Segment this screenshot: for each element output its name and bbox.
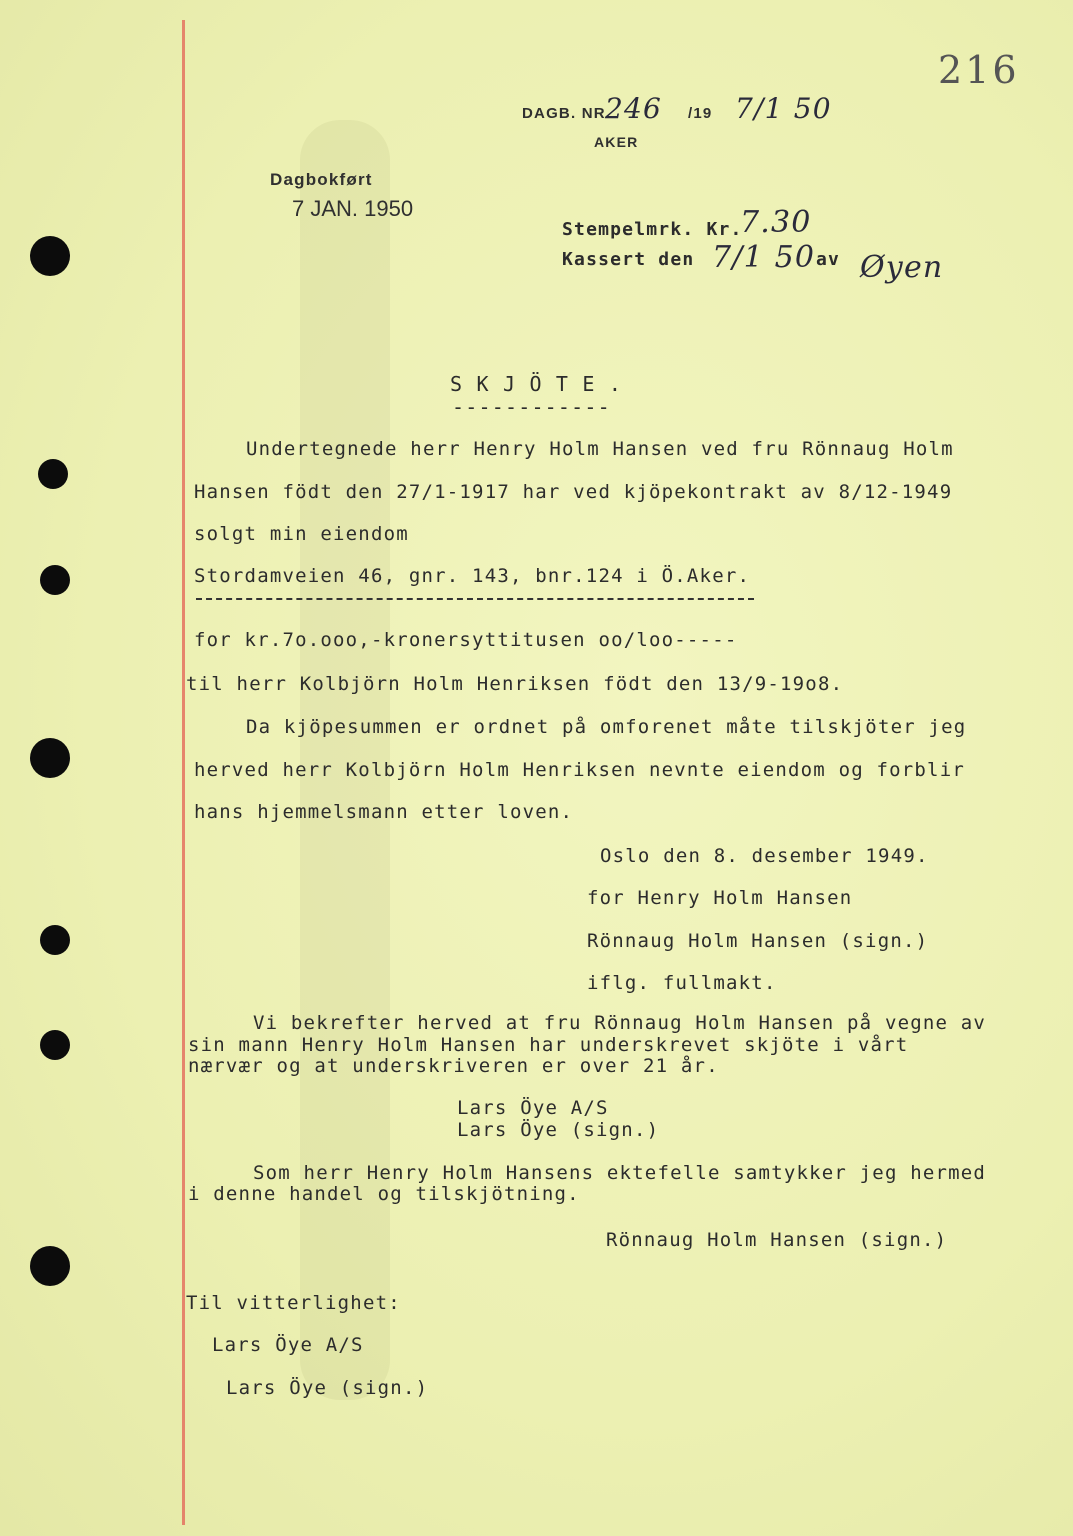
signature-line: Rönnaug Holm Hansen (sign.) xyxy=(587,930,929,952)
punch-hole xyxy=(40,925,70,955)
kassert-label: Kassert den xyxy=(562,249,695,270)
signature-line: Rönnaug Holm Hansen (sign.) xyxy=(606,1229,948,1251)
signature-line: iflg. fullmakt. xyxy=(587,972,777,994)
body-line: nærvær og at underskriveren er over 21 år. xyxy=(188,1055,719,1077)
title-underline: ------------ xyxy=(452,395,611,419)
body-line: i denne handel og tilskjötning. xyxy=(188,1183,580,1205)
signature-line: Lars Öye (sign.) xyxy=(457,1119,660,1141)
aker-label: AKER xyxy=(594,134,639,150)
body-line: for kr.7o.ooo,-kronersyttitusen oo/loo----- xyxy=(194,629,738,651)
kassert-signature: Øyen xyxy=(860,250,944,285)
punch-hole xyxy=(40,1030,70,1060)
dagb-number: 246 xyxy=(605,92,663,125)
punch-hole xyxy=(30,236,70,276)
dagb-label: DAGB. NR. xyxy=(522,105,612,122)
witness-heading: Til vitterlighet: xyxy=(186,1292,401,1314)
stempel-value: 7.30 xyxy=(740,205,812,240)
body-line: hans hjemmelsmann etter loven. xyxy=(194,801,574,823)
body-line: til herr Kolbjörn Holm Henriksen födt den 13/9-19o8. xyxy=(186,673,844,695)
kassert-date: 7/1 50 xyxy=(712,240,816,275)
dagb-year-prefix: /19 xyxy=(688,105,713,122)
property-line: Stordamveien 46, gnr. 143, bnr.124 i Ö.Aker. xyxy=(194,565,751,587)
body-line: Hansen födt den 27/1-1917 har ved kjöpekontrakt av 8/12-1949 xyxy=(194,481,953,503)
property-underline xyxy=(196,598,754,600)
body-line: Vi bekrefter herved at fru Rönnaug Holm Hansen på vegne av xyxy=(253,1012,987,1034)
body-line: Undertegnede herr Henry Holm Hansen ved fru Rönnaug Holm xyxy=(246,438,954,460)
witness-line: Lars Öye (sign.) xyxy=(226,1377,429,1399)
kassert-av: av xyxy=(816,249,841,270)
margin-line xyxy=(182,20,185,1525)
punch-hole xyxy=(30,738,70,778)
dagbokfort-stamp: Dagbokført xyxy=(270,170,373,189)
punch-hole xyxy=(40,565,70,595)
place-date-line: Oslo den 8. desember 1949. xyxy=(600,845,929,867)
body-line: Da kjöpesummen er ordnet på omforenet måte tilskjöter jeg xyxy=(246,716,967,738)
signature-line: for Henry Holm Hansen xyxy=(587,887,853,909)
body-line: herved herr Kolbjörn Holm Henriksen nevnte eiendom og forblir xyxy=(194,759,965,781)
dagb-date: 7/1 50 xyxy=(735,92,832,125)
body-line: solgt min eiendom xyxy=(194,523,409,545)
body-line: sin mann Henry Holm Hansen har underskrevet skjöte i vårt xyxy=(188,1034,909,1056)
witness-line: Lars Öye A/S xyxy=(212,1334,364,1356)
page-number: 216 xyxy=(938,48,1020,92)
stamp-date: 7 JAN. 1950 xyxy=(292,196,414,221)
stempel-label: Stempelmrk. Kr. xyxy=(562,219,743,240)
body-line: Som herr Henry Holm Hansens ektefelle samtykker jeg hermed xyxy=(253,1162,987,1184)
document-title: S K J Ö T E . xyxy=(450,372,623,396)
punch-hole xyxy=(30,1246,70,1286)
punch-hole xyxy=(38,459,68,489)
signature-line: Lars Öye A/S xyxy=(457,1097,609,1119)
